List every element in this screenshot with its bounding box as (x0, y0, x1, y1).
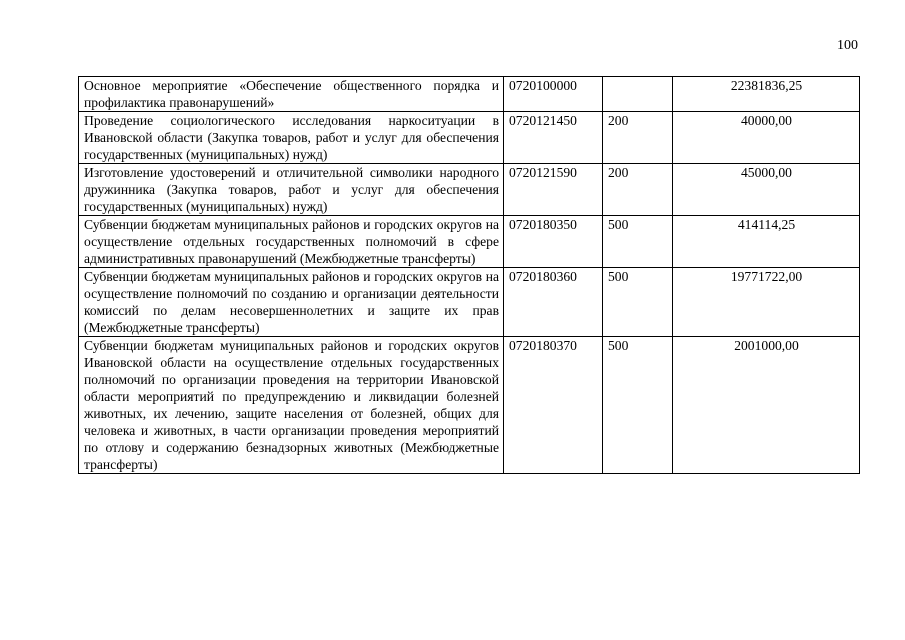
row-amount-cell: 40000,00 (673, 112, 860, 164)
row-code-cell: 0720121590 (504, 164, 603, 216)
row-name-cell: Субвенции бюджетам муниципальных районов и городских округов на осуществление полномочий по созданию и организации деятельности комиссий по делам несовершеннолетних и защите их прав (Межбюджетные трансферты) (79, 268, 504, 337)
page-number: 100 (837, 38, 858, 53)
row-code-cell: 0720180350 (504, 216, 603, 268)
table-row (79, 268, 860, 337)
row-amount-cell: 414114,25 (673, 216, 860, 268)
row-amount-cell: 19771722,00 (673, 268, 860, 337)
table-row (79, 164, 860, 216)
table-row (79, 216, 860, 268)
row-type-cell (603, 77, 673, 112)
row-code-cell: 0720121450 (504, 112, 603, 164)
budget-table (78, 76, 860, 474)
row-amount-cell: 45000,00 (673, 164, 860, 216)
row-amount-cell: 22381836,25 (673, 77, 860, 112)
row-name-cell: Субвенции бюджетам муниципальных районов и городских округов Ивановской области на осуществление отдельных государственных полномочий по организации проведения на территории Ивановской области мероприятий по предупреждению и ликвидации болезней животных, их лечению, защите населения от болезней, общих для человека и животных, в части организации проведения мероприятий по отлову и содержанию безнадзорных животных (Межбюджетные трансферты) (79, 337, 504, 474)
row-name-cell: Субвенции бюджетам муниципальных районов и городских округов на осуществление отдельных государственных полномочий в сфере административных правонарушений (Межбюджетные трансферты) (79, 216, 504, 268)
row-name-cell: Основное мероприятие «Обеспечение общественного порядка и профилактика правонарушений» (79, 77, 504, 112)
table-row (79, 77, 860, 112)
row-type-cell: 500 (603, 268, 673, 337)
row-type-cell: 500 (603, 216, 673, 268)
row-code-cell: 0720100000 (504, 77, 603, 112)
row-type-cell: 200 (603, 164, 673, 216)
table-row (79, 337, 860, 474)
row-type-cell: 500 (603, 337, 673, 474)
row-name-cell: Изготовление удостоверений и отличительной символики народного дружинника (Закупка товаров, работ и услуг для обеспечения государственных (муниципальных) нужд) (79, 164, 504, 216)
row-amount-cell: 2001000,00 (673, 337, 860, 474)
row-code-cell: 0720180360 (504, 268, 603, 337)
row-type-cell: 200 (603, 112, 673, 164)
row-name-cell: Проведение социологического исследования наркоситуации в Ивановской области (Закупка товаров, работ и услуг для обеспечения государственных (муниципальных) нужд) (79, 112, 504, 164)
row-code-cell: 0720180370 (504, 337, 603, 474)
table-row (79, 112, 860, 164)
